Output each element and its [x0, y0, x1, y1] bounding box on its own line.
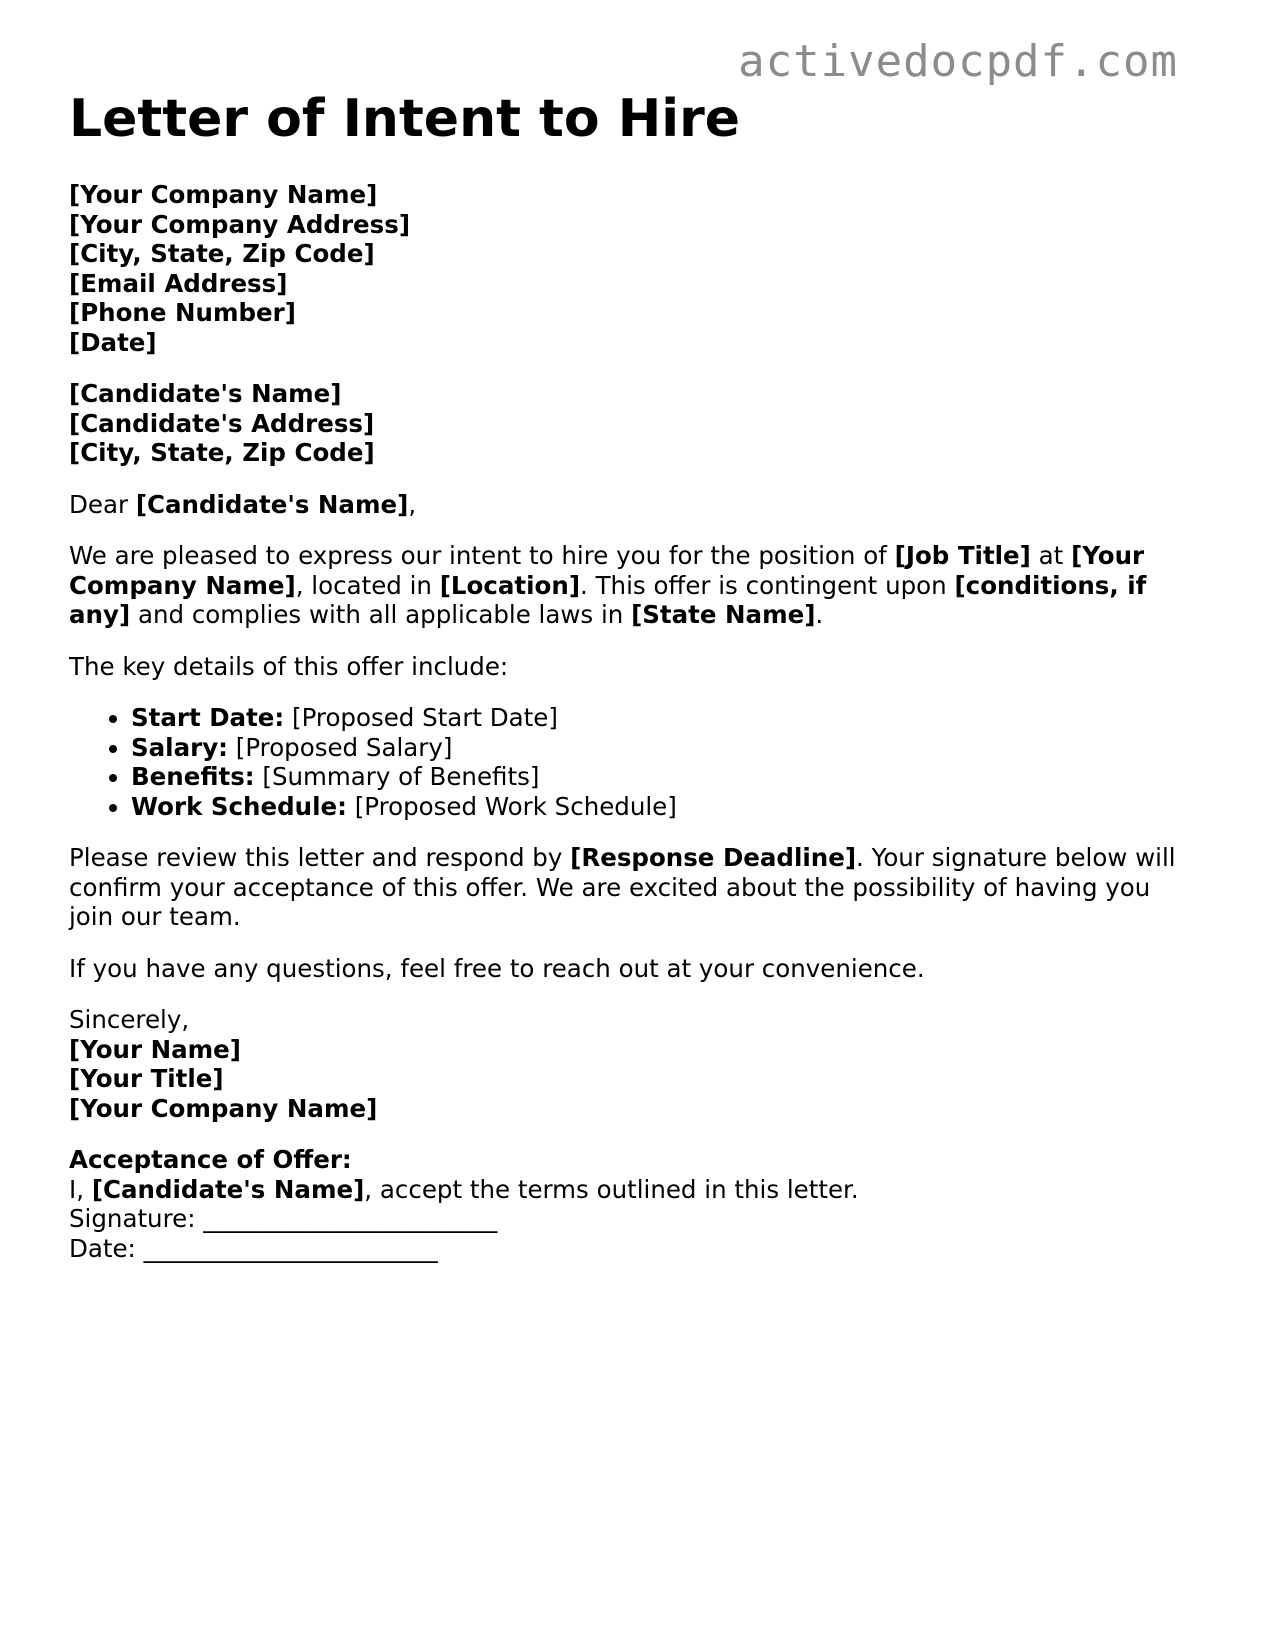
intro-location: [Location] — [439, 570, 581, 600]
detail-value: [Proposed Salary] — [227, 732, 453, 762]
detail-label: Work Schedule: — [131, 791, 347, 821]
sender-city-state-zip: [City, State, Zip Code] — [69, 239, 375, 268]
offer-details-list — [69, 703, 1189, 821]
salutation-name: [Candidate's Name] — [135, 489, 409, 519]
intro-state: [State Name] — [631, 600, 816, 629]
date-line: Date: ________________________ — [69, 1233, 438, 1263]
list-item — [131, 792, 1189, 822]
list-item — [131, 703, 1189, 733]
list-item — [131, 762, 1189, 792]
sender-date: [Date] — [69, 327, 157, 357]
sender-company-name: [Your Company Name] — [69, 180, 378, 209]
intro-text-3: , located in — [295, 570, 440, 600]
detail-value: [Proposed Start Date] — [284, 703, 558, 732]
sender-phone: [Phone Number] — [69, 298, 296, 327]
acceptance-block — [69, 1145, 1189, 1263]
acceptance-statement — [69, 1175, 1189, 1205]
salutation-suffix: , — [408, 489, 417, 519]
detail-label: Start Date: — [131, 703, 285, 732]
recipient-name: [Candidate's Name] — [69, 379, 342, 408]
recipient-block — [69, 379, 1189, 468]
signature-line: Signature: ________________________ — [69, 1204, 498, 1233]
list-item — [131, 733, 1189, 763]
questions-paragraph: If you have any questions, feel free to reach out at your convenience. — [69, 953, 925, 983]
acceptance-suffix: , accept the terms outlined in this letter. — [364, 1174, 859, 1204]
letter-page — [69, 88, 1189, 1263]
acceptance-candidate: [Candidate's Name] — [91, 1174, 365, 1204]
acceptance-prefix: I, — [69, 1174, 92, 1204]
sender-email: [Email Address] — [69, 268, 288, 298]
intro-paragraph — [69, 541, 1189, 630]
details-intro: The key details of this offer include: — [69, 651, 509, 681]
review-text-2: . Your signature below will confirm your acceptance of this offer. We are excited about the possibility of having you join our team. — [69, 843, 1176, 931]
review-paragraph — [69, 843, 1189, 932]
detail-value: [Summary of Benefits] — [254, 762, 540, 791]
detail-label: Benefits: — [131, 762, 255, 791]
closing-sincerely: Sincerely, — [69, 1005, 190, 1034]
intro-text-4: . This offer is contingent upon — [580, 570, 955, 600]
intro-text-1: We are pleased to express our intent to hire you for the position of — [69, 541, 895, 570]
closing-title: [Your Title] — [69, 1064, 224, 1093]
closing-name: [Your Name] — [69, 1034, 241, 1064]
review-text-1: Please review this letter and respond by — [69, 843, 571, 872]
intro-company: [Your Company Name] — [69, 541, 1145, 600]
salutation — [69, 490, 1189, 520]
detail-label: Salary: — [131, 732, 228, 762]
closing-company: [Your Company Name] — [69, 1093, 378, 1123]
watermark: activedocpdf.com — [738, 36, 1178, 87]
detail-value: [Proposed Work Schedule] — [346, 791, 677, 821]
intro-job-title: [Job Title] — [894, 541, 1031, 570]
review-deadline: [Response Deadline] — [570, 843, 857, 872]
recipient-address: [Candidate's Address] — [69, 408, 375, 438]
intro-text-2: at — [1030, 541, 1072, 570]
document-title: Letter of Intent to Hire — [69, 89, 740, 149]
sender-company-address: [Your Company Address] — [69, 209, 411, 239]
recipient-city-state-zip: [City, State, Zip Code] — [69, 438, 375, 467]
sender-block — [69, 180, 1189, 357]
closing-block — [69, 1005, 1189, 1123]
intro-conditions: [conditions, if any] — [69, 570, 1147, 629]
salutation-prefix: Dear — [69, 489, 136, 519]
acceptance-heading: Acceptance of Offer: — [69, 1145, 352, 1174]
intro-text-6: . — [815, 600, 824, 629]
intro-text-5: and complies with all applicable laws in — [130, 600, 632, 629]
